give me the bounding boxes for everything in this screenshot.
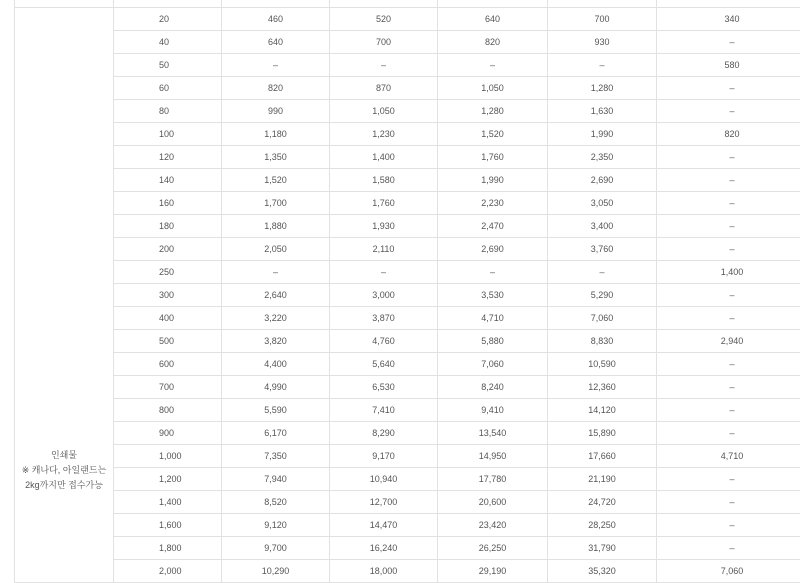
rate-cell: 3,530	[438, 284, 548, 307]
table-row	[15, 31, 800, 54]
weight-cell: 40	[114, 31, 222, 54]
table-row	[15, 77, 800, 100]
rate-cell: 35,320	[548, 560, 657, 583]
rate-cell: –	[657, 146, 800, 169]
rate-cell: 23,420	[438, 514, 548, 537]
rate-cell: 21,190	[548, 468, 657, 491]
rate-cell: 8,240	[438, 376, 548, 399]
rate-cell: 3,870	[330, 307, 438, 330]
rate-cell: 9,120	[222, 514, 330, 537]
rate-cell: 10,290	[222, 560, 330, 583]
rate-cell: 6,530	[330, 376, 438, 399]
weight-cell: 1,400	[114, 491, 222, 514]
rate-cell: 7,350	[222, 445, 330, 468]
rate-cell: –	[438, 54, 548, 77]
table-row	[15, 100, 800, 123]
rate-cell: 20,600	[438, 491, 548, 514]
rate-cell: 7,940	[222, 468, 330, 491]
rate-cell: 1,050	[330, 100, 438, 123]
rate-cell: 3,820	[222, 330, 330, 353]
rate-cell: 5,590	[222, 399, 330, 422]
table-row	[15, 537, 800, 560]
weight-cell: 60	[114, 77, 222, 100]
table-row	[15, 376, 800, 399]
weight-cell: 100	[114, 123, 222, 146]
category-cell	[15, 8, 114, 583]
weight-cell: 20	[114, 8, 222, 31]
rate-cell: 7,060	[438, 353, 548, 376]
weight-cell: 1,800	[114, 537, 222, 560]
rate-cell: 1,280	[438, 100, 548, 123]
rate-cell: 7,060	[548, 307, 657, 330]
weight-cell: 900	[114, 422, 222, 445]
rate-cell: 640	[438, 8, 548, 31]
rate-cell: 3,220	[222, 307, 330, 330]
weight-cell: 140	[114, 169, 222, 192]
rate-cell: 7,410	[330, 399, 438, 422]
rate-cell: 1,520	[222, 169, 330, 192]
rate-cell: –	[438, 261, 548, 284]
table-top-strip	[15, 0, 800, 8]
rate-cell: 4,400	[222, 353, 330, 376]
weight-cell: 160	[114, 192, 222, 215]
rate-cell: 2,350	[548, 146, 657, 169]
rate-cell: –	[222, 261, 330, 284]
rate-cell: 820	[657, 123, 800, 146]
table-row	[15, 284, 800, 307]
rate-cell: –	[657, 100, 800, 123]
weight-cell: 1,200	[114, 468, 222, 491]
rate-cell: 1,700	[222, 192, 330, 215]
rate-cell: 7,060	[657, 560, 800, 583]
rate-cell: 4,760	[330, 330, 438, 353]
rate-cell: 2,640	[222, 284, 330, 307]
table-row	[15, 238, 800, 261]
table-row	[15, 445, 800, 468]
rate-cell: 1,230	[330, 123, 438, 146]
weight-cell: 1,000	[114, 445, 222, 468]
table-row	[15, 330, 800, 353]
table-row	[15, 215, 800, 238]
rate-cell: 640	[222, 31, 330, 54]
rate-cell: 1,990	[548, 123, 657, 146]
rate-cell: 9,410	[438, 399, 548, 422]
weight-cell: 80	[114, 100, 222, 123]
rate-cell: 460	[222, 8, 330, 31]
weight-cell: 1,600	[114, 514, 222, 537]
rate-cell: 3,000	[330, 284, 438, 307]
rate-cell: 14,950	[438, 445, 548, 468]
rate-cell: 26,250	[438, 537, 548, 560]
rate-cell: 12,700	[330, 491, 438, 514]
table-row	[15, 399, 800, 422]
rate-cell: –	[657, 307, 800, 330]
table-row	[15, 514, 800, 537]
rate-cell: 31,790	[548, 537, 657, 560]
rate-cell: –	[222, 54, 330, 77]
rate-cell: –	[657, 468, 800, 491]
rate-cell: –	[657, 169, 800, 192]
rate-cell: 4,710	[657, 445, 800, 468]
category-label-line: 인쇄물	[50, 450, 78, 460]
weight-cell: 120	[114, 146, 222, 169]
rate-cell: –	[657, 376, 800, 399]
rate-cell: 12,360	[548, 376, 657, 399]
rate-cell: 870	[330, 77, 438, 100]
rate-table-container	[14, 0, 800, 583]
table-row	[15, 560, 800, 583]
rate-cell: 1,760	[438, 146, 548, 169]
rate-cell: 580	[657, 54, 800, 77]
rate-cell: 990	[222, 100, 330, 123]
rate-cell: 8,830	[548, 330, 657, 353]
rate-cell: –	[657, 215, 800, 238]
rate-cell: 820	[438, 31, 548, 54]
rate-cell: –	[657, 353, 800, 376]
rate-cell: –	[657, 31, 800, 54]
rate-cell: –	[548, 54, 657, 77]
rate-cell: –	[330, 261, 438, 284]
weight-cell: 300	[114, 284, 222, 307]
weight-cell: 180	[114, 215, 222, 238]
weight-cell: 600	[114, 353, 222, 376]
table-row	[15, 468, 800, 491]
rate-cell: 1,760	[330, 192, 438, 215]
rate-cell: 28,250	[548, 514, 657, 537]
rate-cell: –	[657, 491, 800, 514]
rate-cell: 8,290	[330, 422, 438, 445]
weight-cell: 400	[114, 307, 222, 330]
rate-cell: 17,780	[438, 468, 548, 491]
table-row	[15, 192, 800, 215]
rate-cell: 5,290	[548, 284, 657, 307]
rate-cell: 2,690	[438, 238, 548, 261]
rate-cell: 1,880	[222, 215, 330, 238]
rate-cell: 5,880	[438, 330, 548, 353]
rate-cell: 1,280	[548, 77, 657, 100]
rate-cell: 1,520	[438, 123, 548, 146]
rate-cell: 1,400	[657, 261, 800, 284]
rate-cell: 2,050	[222, 238, 330, 261]
rate-cell: –	[657, 77, 800, 100]
weight-cell: 250	[114, 261, 222, 284]
rate-cell: 930	[548, 31, 657, 54]
rate-cell: 2,690	[548, 169, 657, 192]
rate-cell: 14,120	[548, 399, 657, 422]
rate-cell: 18,000	[330, 560, 438, 583]
table-row	[15, 169, 800, 192]
rate-cell: –	[657, 192, 800, 215]
table-row	[15, 353, 800, 376]
category-cell-top	[15, 0, 114, 8]
rate-cell: –	[657, 422, 800, 445]
table-row	[15, 54, 800, 77]
rate-cell: 15,890	[548, 422, 657, 445]
rate-cell: 340	[657, 8, 800, 31]
rate-cell: 1,050	[438, 77, 548, 100]
category-label-line: ※ 캐나다, 아일랜드는	[21, 465, 107, 475]
rate-cell: 9,700	[222, 537, 330, 560]
table-row	[15, 146, 800, 169]
rate-cell: –	[330, 54, 438, 77]
rate-cell: 17,660	[548, 445, 657, 468]
rate-cell: 1,350	[222, 146, 330, 169]
weight-cell: 500	[114, 330, 222, 353]
rate-cell: 10,590	[548, 353, 657, 376]
rate-cell: –	[657, 537, 800, 560]
rate-cell: 520	[330, 8, 438, 31]
rate-cell: 1,630	[548, 100, 657, 123]
rate-cell: 3,050	[548, 192, 657, 215]
rate-cell: 2,940	[657, 330, 800, 353]
rate-table-body	[15, 0, 800, 583]
rate-cell: 10,940	[330, 468, 438, 491]
rate-cell: 2,110	[330, 238, 438, 261]
rate-cell: 4,990	[222, 376, 330, 399]
rate-cell: 3,760	[548, 238, 657, 261]
category-label-line: 2kg까지만 접수가능	[25, 480, 103, 490]
rate-cell: 29,190	[438, 560, 548, 583]
postage-rate-table	[14, 0, 800, 583]
rate-cell: 16,240	[330, 537, 438, 560]
weight-cell: 50	[114, 54, 222, 77]
rate-cell: –	[657, 284, 800, 307]
rate-cell: 4,710	[438, 307, 548, 330]
rate-cell: 1,400	[330, 146, 438, 169]
rate-cell: 1,930	[330, 215, 438, 238]
rate-cell: 820	[222, 77, 330, 100]
rate-cell: –	[657, 514, 800, 537]
weight-cell: 2,000	[114, 560, 222, 583]
rate-cell: 1,990	[438, 169, 548, 192]
rate-cell: 2,230	[438, 192, 548, 215]
weight-cell: 200	[114, 238, 222, 261]
rate-cell: 1,180	[222, 123, 330, 146]
table-row	[15, 261, 800, 284]
rate-cell: 14,470	[330, 514, 438, 537]
weight-cell: 800	[114, 399, 222, 422]
table-row	[15, 422, 800, 445]
table-row	[15, 8, 800, 31]
rate-cell: 700	[330, 31, 438, 54]
rate-cell: –	[548, 261, 657, 284]
rate-cell: 700	[548, 8, 657, 31]
rate-cell: –	[657, 238, 800, 261]
rate-cell: 8,520	[222, 491, 330, 514]
weight-cell: 700	[114, 376, 222, 399]
rate-cell: 2,470	[438, 215, 548, 238]
rate-cell: 24,720	[548, 491, 657, 514]
rate-cell: –	[657, 399, 800, 422]
table-row	[15, 491, 800, 514]
rate-cell: 1,580	[330, 169, 438, 192]
rate-cell: 3,400	[548, 215, 657, 238]
rate-cell: 13,540	[438, 422, 548, 445]
rate-cell: 9,170	[330, 445, 438, 468]
table-row	[15, 307, 800, 330]
rate-cell: 5,640	[330, 353, 438, 376]
table-row	[15, 123, 800, 146]
rate-cell: 6,170	[222, 422, 330, 445]
